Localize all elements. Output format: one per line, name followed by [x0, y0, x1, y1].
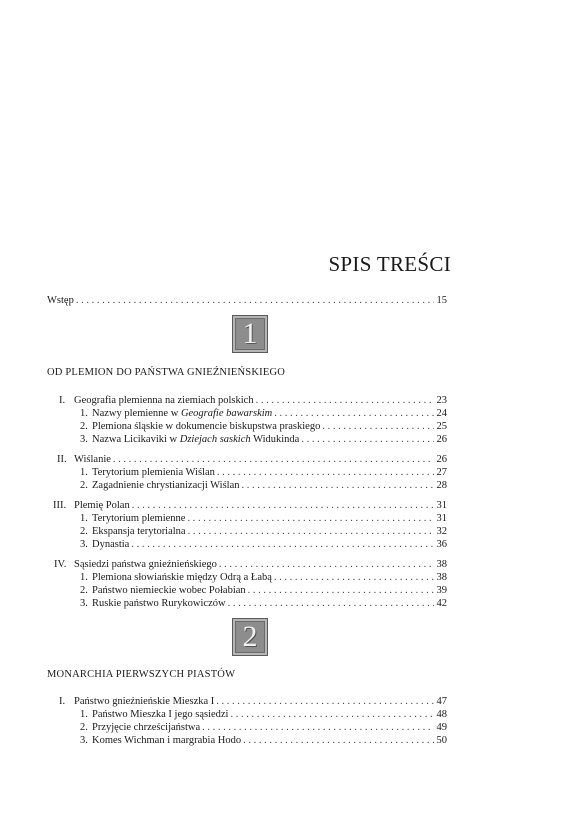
leader-dots — [202, 721, 433, 734]
toc-entry-label: Zagadnienie chrystianizacji Wiślan — [92, 480, 240, 491]
toc-entry-page: 31 — [436, 500, 447, 511]
toc-subentry[interactable] — [80, 708, 447, 721]
toc-subentry[interactable] — [80, 584, 447, 597]
toc-chapter[interactable] — [54, 558, 447, 571]
part-numeral: 1 — [242, 317, 258, 350]
toc-subentry[interactable] — [80, 721, 447, 734]
toc-entry-number: 2. — [80, 480, 88, 491]
toc-subentry[interactable] — [80, 525, 447, 538]
toc-entry-page: 47 — [436, 696, 447, 707]
toc-entry-label: Nazwy plemienne w Geografie bawarskim — [92, 408, 273, 419]
toc-entry-number: 3. — [80, 735, 88, 746]
toc-entry-number: II. — [57, 454, 67, 465]
leader-dots — [322, 420, 433, 433]
toc-entry-number: IV. — [54, 559, 67, 570]
toc-entry-label: Plemię Polan — [74, 500, 130, 511]
leader-dots — [274, 571, 434, 584]
leader-dots — [256, 394, 434, 407]
toc-entry-intro[interactable] — [47, 294, 447, 307]
toc-subentry[interactable] — [80, 538, 447, 551]
toc-entry-number: III. — [53, 500, 67, 511]
toc-entry-number: 2. — [80, 722, 88, 733]
toc-subentry[interactable] — [80, 433, 447, 446]
toc-entry-page: 48 — [436, 709, 447, 720]
leader-dots — [219, 558, 434, 571]
toc-subentry[interactable] — [80, 466, 447, 479]
toc-entry-label: Wstęp — [47, 295, 74, 306]
part-heading: MONARCHIA PIERWSZYCH PIASTÓW — [47, 669, 236, 680]
toc-chapter[interactable] — [59, 394, 447, 407]
toc-entry-page: 28 — [436, 480, 447, 491]
leader-dots — [132, 499, 434, 512]
toc-entry-page: 38 — [436, 559, 447, 570]
toc-entry-label: Terytorium plemienne — [92, 513, 186, 524]
toc-subentry[interactable] — [80, 512, 447, 525]
leader-dots — [242, 479, 434, 492]
toc-entry-page: 38 — [436, 572, 447, 583]
toc-subentry[interactable] — [80, 479, 447, 492]
toc-entry-number: 2. — [80, 526, 88, 537]
toc-entry-label: Sąsiedzi państwa gnieźnieńskiego — [74, 559, 217, 570]
toc-entry-page: 36 — [436, 539, 447, 550]
leader-dots — [187, 512, 433, 525]
toc-entry-label: Plemiona słowiańskie między Odrą a Łabą — [92, 572, 272, 583]
toc-subentry[interactable] — [80, 597, 447, 610]
toc-chapter[interactable] — [59, 695, 447, 708]
toc-entry-label: Ruskie państwo Rurykowiczów — [92, 598, 226, 609]
toc-entry-page: 42 — [436, 598, 447, 609]
leader-dots — [243, 734, 433, 747]
leader-dots — [228, 597, 434, 610]
leader-dots — [274, 407, 433, 420]
toc-entry-label: Ekspansja terytorialna — [92, 526, 186, 537]
toc-entry-page: 27 — [436, 467, 447, 478]
leader-dots — [217, 466, 434, 479]
leader-dots — [301, 433, 433, 446]
toc-entry-label: Terytorium plemienia Wiślan — [92, 467, 215, 478]
toc-entry-page: 39 — [436, 585, 447, 596]
toc-entry-label: Komes Wichman i margrabia Hodo — [92, 735, 242, 746]
toc-subentry[interactable] — [80, 571, 447, 584]
toc-entry-number: I. — [59, 395, 66, 406]
toc-entry-number: 2. — [80, 585, 88, 596]
toc-subentry[interactable] — [80, 734, 447, 747]
toc-entry-page: 50 — [436, 735, 447, 746]
toc-entry-number: 3. — [80, 539, 88, 550]
leader-dots — [230, 708, 433, 721]
leader-dots — [248, 584, 434, 597]
toc-entry-page: 24 — [436, 408, 447, 419]
toc-entry-page: 25 — [436, 421, 447, 432]
leader-dots — [76, 294, 434, 307]
leader-dots — [188, 525, 434, 538]
toc-entry-page: 31 — [436, 513, 447, 524]
toc-entry-label: Geografia plemienna na ziemiach polskich — [74, 395, 254, 406]
toc-entry-label: Nazwa Licikaviki w Dziejach saskich Widukinda — [92, 434, 300, 445]
toc-entry-label: Dynastia — [92, 539, 130, 550]
toc-entry-number: 3. — [80, 434, 88, 445]
part-number-box — [232, 618, 268, 656]
toc-entry-page: 23 — [436, 395, 447, 406]
toc-entry-label: Wiślanie — [74, 454, 111, 465]
toc-entry-page: 15 — [436, 295, 447, 306]
toc-subentry[interactable] — [80, 407, 447, 420]
toc-entry-number: 1. — [80, 709, 88, 720]
toc-entry-label: Państwo niemieckie wobec Połabian — [92, 585, 246, 596]
toc-entry-page: 26 — [436, 454, 447, 465]
toc-entry-number: 1. — [80, 408, 88, 419]
toc-entry-label: Plemiona śląskie w dokumencie biskupstwa praskiego — [92, 421, 321, 432]
toc-entry-number: 2. — [80, 421, 88, 432]
toc-entry-label: Państwo Mieszka I jego sąsiedzi — [92, 709, 229, 720]
toc-entry-label: Państwo gnieźnieńskie Mieszka I — [74, 696, 215, 707]
leader-dots — [216, 695, 433, 708]
page-title: SPIS TREŚCI — [328, 252, 451, 276]
toc-chapter[interactable] — [57, 453, 447, 466]
toc-entry-number: 1. — [80, 572, 88, 583]
toc-entry-page: 26 — [436, 434, 447, 445]
toc-entry-number: 3. — [80, 598, 88, 609]
toc-chapter[interactable] — [53, 499, 447, 512]
toc-entry-number: 1. — [80, 513, 88, 524]
toc-entry-number: I. — [59, 696, 66, 707]
part-numeral: 2 — [242, 620, 258, 653]
toc-entry-number: 1. — [80, 467, 88, 478]
leader-dots — [131, 538, 433, 551]
toc-subentry[interactable] — [80, 420, 447, 433]
toc-entry-page: 49 — [436, 722, 447, 733]
toc-entry-page: 32 — [436, 526, 447, 537]
part-heading: OD PLEMION DO PAŃSTWA GNIEŹNIEŃSKIEGO — [47, 367, 286, 378]
toc-entry-label: Przyjęcie chrześcijaństwa — [92, 722, 201, 733]
leader-dots — [113, 453, 434, 466]
part-number-box — [232, 315, 268, 353]
